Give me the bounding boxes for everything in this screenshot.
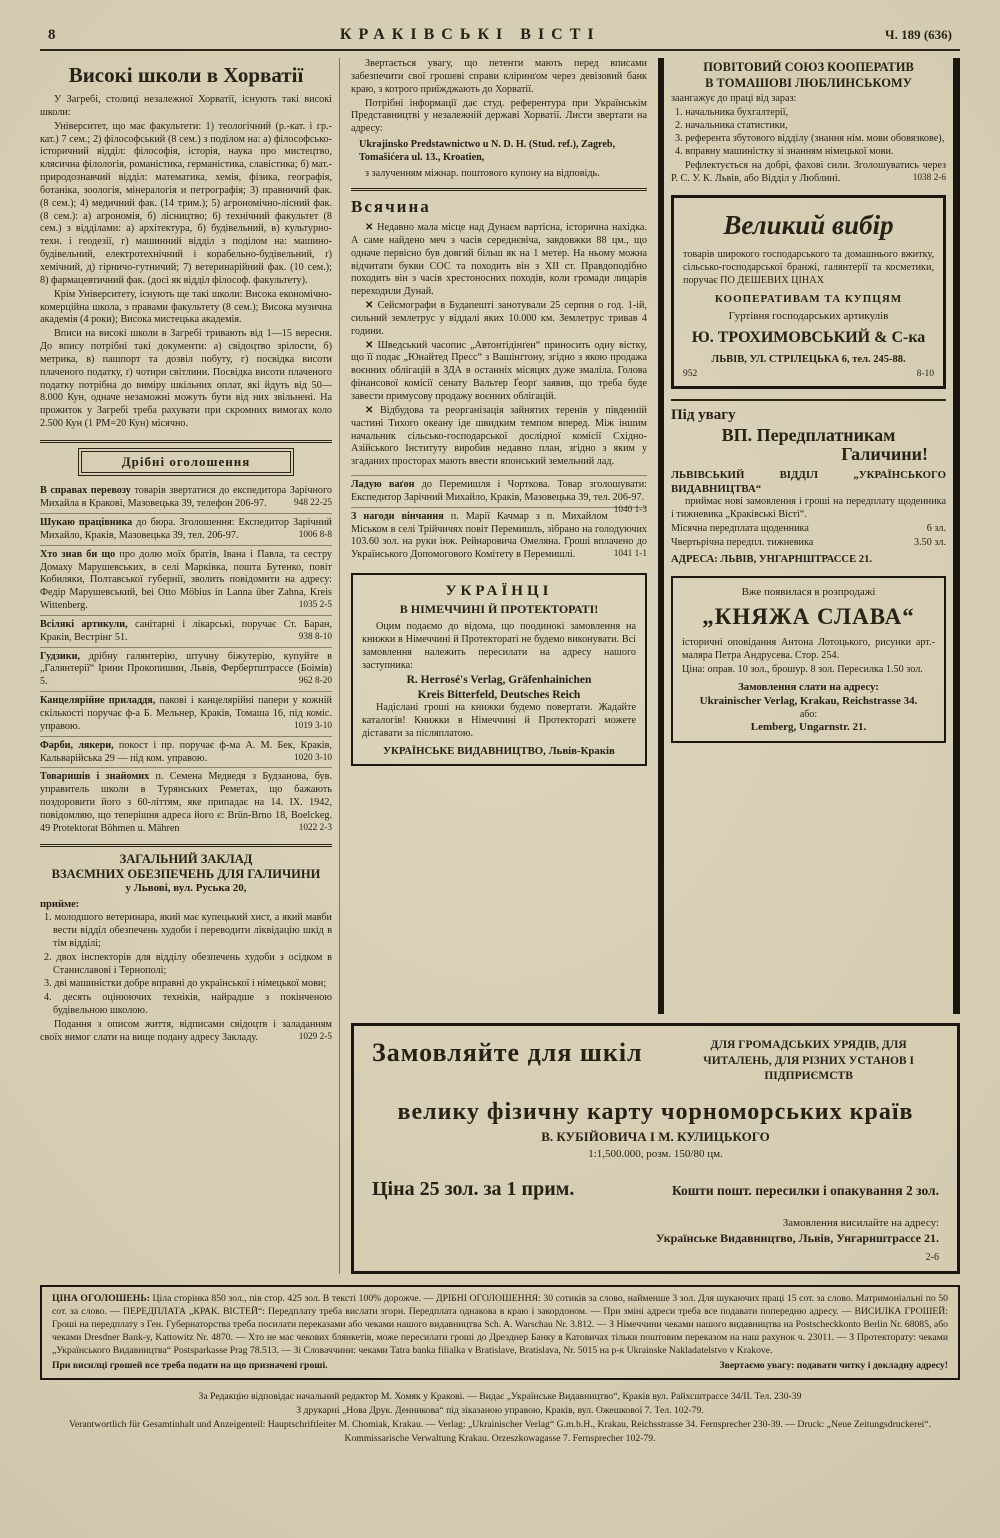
vybir-ref-left: 952 (683, 368, 698, 379)
item-marker-icon: ✕ (365, 222, 374, 233)
coop-ad (671, 58, 946, 186)
classifieds-header: Дрібні оголошення (81, 451, 291, 473)
imprint (40, 1390, 960, 1445)
classified-text: пакові і канцелярійні папери у кожній скількості поручає ф-а Б. Мельнер, Краків, Томаша 16, під коміс. управою. (40, 695, 332, 732)
zaklad-closing-text: Подання з описом життя, відписами свідоцтв і заладанням своїх вимог слати на вище подану адресу Закладу. (40, 1018, 332, 1043)
classified-lead: Фарби, лякери, (40, 739, 114, 751)
zaklad-address: у Львові, вул. Руська 20, (125, 882, 247, 895)
classified-lead: З нагоди вінчання (351, 510, 444, 522)
classifieds-section (40, 440, 332, 838)
ad-rates-footer-row (52, 1360, 948, 1373)
classified-text: товарів звертатися до експедитора Зарічного Михайла в Кракові, Мазовецька 39, телефон 206-97. (40, 485, 333, 510)
vsiachyna-item-text: Шведський часопис „Автонтідінґен“ приносить одну вістку, що її подає „Юнайтед Пресс“ з Вашінґтону, згідно з якою продажа воєнних облігацій в ЗДА в останніх місяцях дуже змаліла. Голова фінансової комісії сенату Вальтер Ґеорґ заявив, що треба буде завести примусову продажу воєнних облігацій. (351, 339, 647, 402)
classified-ad (40, 545, 332, 615)
right-column (658, 58, 960, 1014)
classified-ad (351, 504, 647, 564)
school-map-ad (351, 1023, 960, 1274)
map-scale: 1:1,500.000, розм. 150/80 цм. (588, 1148, 723, 1160)
vybir-address: ЛЬВІВ, УЛ. СТРІЛЕЦЬКА 6, тел. 245-88. (711, 353, 906, 365)
vsiachyna-item-text: Сейсмографи в Будапешті занотували 25 серпня о год. 1-ій, сильний землетрус у віддалі яких 10.000 км. Землетрус тривав 4 години. (351, 300, 647, 337)
vsiachyna-item (351, 340, 647, 404)
vybir-body: товарів широкого господарського та домашнього вжитку, сільсько-господарської бранжі, галянтерії та косметики, поручає ПО ДЕШЕВИХ ЦІНАХ (683, 249, 934, 286)
article-paragraph: Вписи на високі школи в Загребі тривають від 1—15 вересня. До впису потрібні такі документи: а) свідоцтво зрілости, б) метрика, в) пашпорт та дозвіл побуту, г) посвідка висоти плаченого податку, ґ) чотири світлини. Посвідка висоти плаченого податку потрібна до виміру шкільних оплат, які йдуть від 50—8.000 Кун, одначе незаможні можуть бути від них звільнені. На прожиток у Загребі треба рахувати при скромних вимогах коло 2.500 Кун (1 РМ=20 Кун) місячно. (40, 328, 332, 430)
item-marker-icon: ✕ (365, 300, 374, 312)
classified-text: покост і пр. поручає ф-ма А. М. Бек, Краків, Кальварійська 29 — під ком. управою. (40, 739, 332, 764)
zaklad-item: 4. десять оцінюючих техніків, найрадше з покінченою будівельною школою. (44, 992, 332, 1017)
subscribers-org: ЛЬВІВСЬКИЙ ВІДДІЛ „УКРАЇНСЬКОГО ВИДАВНИЦТВА“ (671, 469, 946, 495)
kniazha-title: „КНЯЖА СЛАВА“ (702, 603, 915, 629)
ukraintsi-signature: УКРАЇНСЬКЕ ВИДАВНИЦТВО, Львів-Краків (383, 744, 615, 757)
classified-ad (40, 482, 332, 513)
middle-classifieds (351, 475, 647, 564)
vybir-company: Ю. ТРОХИМОВСЬКИЙ & С-ка (691, 329, 926, 347)
subscribers-body: приймає нові замовлення і гроші на передплату щоденника і тижневика „Краківські Вісті“. (671, 496, 946, 521)
vsiachyna-item (351, 300, 647, 339)
ad-rates-box (40, 1285, 960, 1380)
croatia-cont-paragraph: Звертається увагу, що петенти мають перед вписами забезпечити свої грошеві справи кліринґом через девізовий банк краю, з котрого приїжджають до Хорватії. (351, 58, 647, 95)
coop-closing (671, 160, 946, 186)
left-column (40, 58, 340, 1274)
zaklad-notice (40, 844, 332, 1045)
classified-lead: Хто знав би що (40, 548, 116, 560)
classified-text: санітарні і лікарські, поручає Ст. Баран, Краків, Вестрінг 51. (40, 618, 333, 643)
vybir-customers-line: КООПЕРАТИВАМ ТА КУПЦЯМ (714, 292, 903, 305)
coop-ref: 1038 2-6 (912, 173, 946, 184)
classified-ref: 1022 2-3 (298, 822, 332, 833)
ukraintsi-subtitle: В НІМЕЧЧИНІ Й ПРОТЕКТОРАТІ! (399, 601, 599, 616)
classified-ref: 1041 1-1 (613, 549, 647, 560)
item-marker-icon: ✕ (365, 404, 374, 416)
zaklad-ref: 1029 2-5 (298, 1031, 332, 1042)
article-paragraph: Крім Університету, існують ще такі школи: Висока економічно-комерційна школа, з правами факультету (8 сем.); Висока музична академія (4 роки); Висока мистецька академія. (40, 288, 332, 326)
vybir-ref-right: 8-10 (916, 368, 934, 379)
subscribers-notice (671, 399, 946, 566)
coop-intro: заангажує до праці від зараз: (671, 93, 797, 105)
zaklad-title: ЗАГАЛЬНИЙ ЗАКЛАД (119, 851, 253, 866)
classified-lead: Товаришів і знайомих (40, 771, 150, 783)
classified-lead: В справах перевозу (40, 485, 131, 497)
article-paragraph: У Загребі, столиці незалежної Хорватії, існують такі високі школи: (40, 94, 332, 118)
kniazha-address: Ukrainischer Verlag, Krakau, Reichstrasse 34. (699, 695, 918, 707)
subscribers-kicker: Під увагу (671, 406, 736, 423)
ad-rates-note-right: Звертаємо увагу: подавати читку і докладну адресу! (719, 1360, 948, 1372)
classified-lead: Канцелярійне приладдя, (40, 695, 156, 707)
map-price-row (372, 1178, 939, 1201)
kniazha-or: або: (799, 708, 818, 720)
price-value: 3.50 зл. (913, 536, 946, 548)
map-title: велику фізичну карту чорноморських країв (397, 1099, 914, 1125)
imprint-line: З друкарні „Нова Друк. Денникова“ під зіказаною управою, Краків, вул. Ожешкової 7. Тел. 102-79. (296, 1405, 704, 1417)
vsiachyna-item-text: Недавно мала місце над Дунаєм вартісна, історична нахідка. А саме найдено меч з часів середнєвіча, завдовжки 88 цм., що одначе первісно був довгий більш як на 1 метер. На ньому можна відчитати букви СОС та походить він з XII ст. Правдоподібно походить він з часів хрестоносних походів, коли громади лицарів переходили Дунай. (351, 222, 647, 298)
vsiachyna-title: Всячина (351, 196, 431, 216)
price-value: 6 зл. (926, 523, 946, 535)
price-label: Місячна передплата щоденника (671, 523, 809, 535)
vybir-ad (671, 195, 946, 389)
classified-ad (40, 736, 332, 768)
kniazha-intro: Вже появилася в розпродажі (741, 586, 876, 599)
article-title: Високі школи в Хорватії (68, 63, 304, 87)
zaklad-title: ВЗАЄМНИХ ОБЕЗПЕЧЕНЬ ДЛЯ ГАЛИЧИНИ (51, 866, 321, 881)
article-paragraph: Університет, що має факультети: 1) теологічний (р.-кат. і гр.-кат.) 7 сем.; 2) філософський (8 сем.) з поділом на: а) філософсько-історичний відділ: філософія, історія, наука про мистецтво, клясична філологія, романістика, германістика, славістика; б) мат.-природознавчий відділ: математика, хемія, фізика, географія, ботаніка, зоологія, мінералогія и петрографія; 3) правничий фак. (8 сем.); 4) медичний фак. (14 трим.); 5) агрономічно-лісний фак. (8 сем.): а) агрономія, б) лісництво; 6) технічний факультет (8 сем.) з відділами: а) архітектура, б) будівельний, в) культурно-техн. і геодезії, г) машинний відділ з поділом на: машино-будівельний, електротехнічний і корабельно-будівельний, ґ) хемічний, д) гірничо-гутничий; 7) ветеринарійний фак. (10 сем.); 8) фармацевтичний фак. (досі як відділ філософ. факультету). (40, 120, 332, 286)
classified-text: до бюра. Зголошення: Експедитор Зарічний Михайло, Краків, Мазовецька 39, тел. 206-97. (40, 517, 332, 541)
price-label: Чвертьрічна передпл. тижневика (671, 536, 814, 548)
classified-ad (40, 647, 332, 692)
ukraintsi-address: Kreis Bitterfeld, Deutsches Reich (417, 688, 581, 701)
classified-ref: 1006 8-8 (298, 529, 332, 540)
issue-number: Ч. 189 (636) (885, 27, 952, 42)
ad-rates-text (52, 1293, 948, 1357)
classified-ad (40, 767, 332, 837)
classified-ad (40, 513, 332, 545)
croatia-cont-paragraph: з залученням міжнар. поштового купону на відповідь. (365, 167, 600, 179)
classified-text: про долю моїх братів, Івана і Павла, та сестру Домаху Марушевських, в селі Марківка, пошта Бутенко, повіт Кобиляки, Полтавської губернії, зволить повідомити на адресу: Федір Марушевський, bei Otto Möbius in Lanna über Zahna, Kreis Wittenberg. (40, 548, 333, 612)
ukraintsi-body: Оцим подаємо до відома, що поодинокі замовлення на книжки в Німеччині й Протектораті не будемо виконувати. Всі замовлення належить пересилати на адресу нашого заступника: (362, 621, 636, 671)
middle-column (351, 58, 647, 1014)
subscribers-title: ВП. Передплатникам (721, 424, 896, 445)
classified-ref: 1035 2-5 (298, 600, 332, 611)
map-price: Ціна 25 зол. за 1 прим. (372, 1178, 575, 1200)
vybir-title: Великий вибір (723, 210, 894, 241)
subscribers-title: Галичини! (841, 444, 928, 465)
classified-ad (351, 476, 647, 515)
school-ad-audience: ДЛЯ ГРОМАДСЬКИХ УРЯДІВ, ДЛЯ ЧИТАЛЕНЬ, ДЛЯ РІЗНИХ УСТАНОВ І ПІДПРИЄМСТВ (703, 1039, 914, 1083)
kniazha-body: історичні оповідання Антона Лотоцького, рисунки арт.-маляра Петра Андрусева. Стор. 254. (682, 636, 935, 661)
classified-ad (40, 691, 332, 736)
ad-rates-note-left: При висилці грошей все треба подати на що призначені гроші. (52, 1360, 328, 1372)
classified-text: дрібну галянтерію, штучну біжутерію, купуйте в „Галянтерії“ Ірини Прокопишин, Львів, Фербертштрассе (Боімів) 5. (40, 650, 332, 688)
classified-lead: Ладую ваґон (351, 479, 415, 491)
vsiachyna-item (351, 222, 647, 299)
coop-title: В ТОМАШОВІ ЛЮБЛИНСЬКОМУ (705, 75, 912, 90)
classified-ad (40, 615, 332, 647)
kniazha-price: Ціна: оправ. 10 зол., брошур. 8 зол. Пересилка 1.50 зол. (682, 663, 923, 675)
school-ad-title: Замовляйте для шкіл (372, 1038, 643, 1068)
zaklad-item: 1. молодшого ветеринара, який має купецький хист, а який мавби вести відділ обезпечень худоби і переводити ліквідацію шкід в тім відділі; (44, 912, 332, 949)
map-order-line: Замовлення висилайте на адресу: (782, 1217, 939, 1229)
zaklad-item: 3. дві машиністки добре вправні до української і німецької мови; (44, 978, 327, 990)
ukraintsi-address: R. Herrosé's Verlag, Gräfenhainichen (406, 674, 592, 687)
newspaper-title: КРАКІВСЬКІ ВІСТІ (339, 26, 601, 43)
kniazha-address: Lemberg, Ungarnstr. 21. (750, 721, 867, 734)
subscription-price-row (671, 537, 946, 550)
coop-item: 1. начальника бухгалтерії, (675, 107, 789, 119)
croatia-address: Ukrajinsko Predstawnictwo u N. D. H. (Stud. ref.), Zagreb, Tomašićera ul. 13., Kroatien, (359, 139, 616, 163)
classified-ref: 962 8-20 (298, 676, 332, 687)
classified-ref: 948 22-25 (294, 498, 332, 509)
classified-ref: 1020 3-10 (294, 752, 332, 763)
ukraintsi-title: УКРАЇНЦІ (445, 583, 553, 600)
classified-text: до Перемишля і Чорткова. Товар зголошувати: Експедитор Зарічний Михайло, Краків, Мазовецька 39, тел. 206-97. (351, 479, 647, 503)
vybir-wholesale-line: Гуртівня господарських артикулів (728, 309, 889, 322)
classified-text: п. Семена Медведя з Будзанова, був. управитель школи в Турянських Реметах, що бажають поздоровити його з 60-літтям, яке припадає на 14. IX. 1942, повідомляю, що теперішня адреса його є: Brün-Brno 18, Boelckeg. 49 Protektorat Böhmen u. Mähren (40, 771, 332, 834)
coop-title: ПОВІТОВИЙ СОЮЗ КООПЕРАТИВ (703, 60, 914, 74)
coop-item: 2. начальника статистики, (675, 119, 788, 131)
vybir-refs (683, 369, 934, 381)
zaklad-closing (40, 1019, 332, 1045)
classified-ref: 938 8-10 (298, 631, 332, 642)
vsiachyna-item-text: Відбудова та реорганізація зайнятих теренів у південній частині Тихого океану іде швидким темпом вперед. Між іншим начальник сільсько-господарської дослідної комісії Східно-Азійського Інституту виробив недавно план, згідно з яким у згаданих просторах мають ввести японський земельний лад. (351, 404, 647, 468)
coop-closing-text: Рефлектується на добрі, фахові сили. Зголошуватись через Р. С. У. К. Львів, або Відділ у Люблині. (671, 160, 946, 185)
vsiachyna-section (351, 188, 647, 469)
imprint-line: Verantwortlich für Gesamtinhalt und Anzeigenteil: Hauptschriftleiter M. Chomiak, Krakau. — Verlag: „Ukrainischer Verlag“ G.m.b.H., Krakau, Reichsstrasse 34. Fernsprecher 230-39. — Druck: „Neue Zeitungsdruckerei“. Kommissarische Verwaltung Krakau. Orzeszkowagasse 7. Fernsprecher 102-79. (68, 1418, 932, 1444)
ad-rates-body: Ціла сторінка 850 зол., пів стор. 425 зол. В тексті 100% дорожче. — ДРІБНІ ОГОЛОШЕННЯ: 30 сотиків за слово, найменше 3 зол. Для шукаючих праці 15 сот. за слово. Матримоніальні по 50 сот. за слово. — ПЕРЕДПЛАТА „КРАК. ВІСТЕЙ“: Передплату треба вислати згори. Передплата однакова в краю і закордоном. — При зміні адреси треба все подавати попередню адресу. — ВИСИЛКА ГРОШЕЙ: Гроші на передплату з Ген. Губернаторства треба посилати переказами або чеками нашого видавництва Sch. A. Warschau Nr. 3.812. — З Німеччини чеками нашого видавництва на Postscheckkonto Berlin Nr. 68085, або чеками Dresdner Bank-y, Kattowitz Nr. 4870. — Хто не має чекових блянкетів, може пересилати гроші до Дрезднер Банку в Катовичах тільки поштовим переказом на наш рахунок ч. 23011. — З Протекторату: чеками „Українського Видавництва“ Postsparkasse Prag 78.513. — Зі Словаччини: чеками Tatra banka filialka v Bratislave, Bratislava, Nr. 5015 на р-к Ukrainske Nakladatelstvo v Krakove. (52, 1293, 949, 1356)
ukraintsi-body: Надіслані гроші на книжки будемо повертати. Жадайте каталогів! Книжки в Німеччині й Протектораті можете діставати за післяплатою. (362, 702, 636, 739)
kniazha-order-line: Замовлення слати на адресу: (738, 681, 879, 694)
zaklad-intro: прийме: (40, 898, 80, 910)
page-header (40, 26, 960, 51)
classified-ref: 1040 1-3 (613, 504, 647, 515)
coop-item: 4. вправну машиністку зі знанням німецької мови. (675, 145, 894, 157)
classified-lead: Гудзики, (40, 650, 81, 662)
map-authors: В. КУБІЙОВИЧА І М. КУЛИЦЬКОГО (541, 1129, 770, 1144)
classified-ref: 1019 3-10 (294, 720, 332, 731)
item-marker-icon: ✕ (365, 339, 374, 351)
map-shipping: Кошти пошт. пересилки і опакування 2 зол. (671, 1183, 939, 1198)
page-number: 8 (48, 27, 56, 43)
imprint-line: За Редакцію відповідає начальний редактор М. Хомяк у Кракові. — Видає „Українське Видавництво“, Краків вул. Райхсштрассе 34/II. Тел. 230-39 (198, 1391, 802, 1403)
page-body (40, 58, 960, 1274)
classified-lead: Всілякі артикули, (40, 618, 128, 630)
ad-rates-lead: ЦІНА ОГОЛОШЕНЬ: (52, 1293, 150, 1304)
subscription-price-row (671, 523, 946, 536)
subscribers-address: АДРЕСА: ЛЬВІВ, УНГАРНШТРАССЕ 21. (671, 553, 873, 565)
map-ad-ref: 2-6 (925, 1252, 939, 1263)
croatia-cont-paragraph: Потрібні інформації дає студ. референтура при Українськім Представництві у незалежній державі Хорватії. Листи звертати на адресу: (351, 97, 647, 135)
vsiachyna-item (351, 405, 647, 469)
zaklad-item: 2. двох інспекторів для відділу обезпечень худоби з осідком в Станиславові і Тернополі; (44, 951, 332, 976)
coop-item: 3. референта збутового відділу (знання нім. мови обовязкове), (675, 132, 945, 144)
school-ad-top (372, 1038, 939, 1085)
classified-lead: Шукаю працівника (40, 517, 133, 529)
ukraintsi-ad (351, 573, 647, 766)
kniazha-ad (671, 576, 946, 743)
map-order-address: Українське Видавництво, Львів, Унгарнштрассе 21. (655, 1231, 939, 1245)
classified-text: п. Марії Качмар з п. Михайлом Міськом в селі Трійчичях повіт Перемишль, зібрано на голодуючих 103.60 зол. на руки інж. Рейнаровича Омеляна. Гроші вплачено до Українського Допомогового Комітету в Перемишлі. (351, 510, 647, 561)
